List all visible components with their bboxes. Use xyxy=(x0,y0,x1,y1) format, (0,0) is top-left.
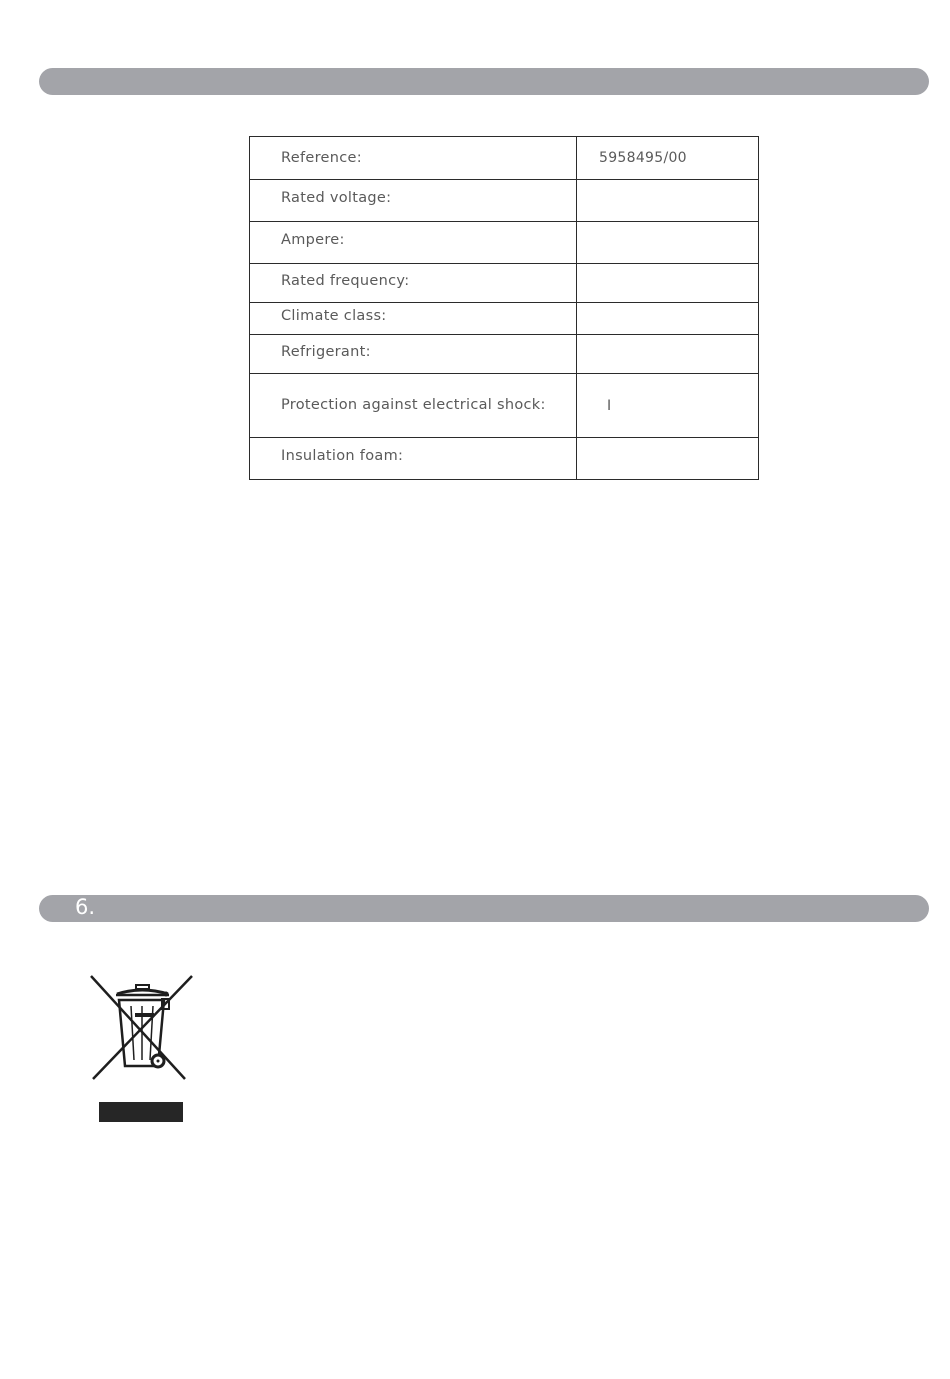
section-number: 6. xyxy=(75,895,96,919)
spec-label: Insulation foam: xyxy=(250,438,577,480)
spec-label: Rated frequency: xyxy=(250,264,577,303)
spec-value: 5958495/00 xyxy=(577,137,759,180)
spec-value: I xyxy=(577,374,759,438)
crossed-out-wheelie-bin-icon xyxy=(88,973,194,1125)
technical-specifications-table xyxy=(249,136,759,480)
spec-label: Climate class: xyxy=(250,303,577,335)
table-row xyxy=(250,264,759,303)
table-row xyxy=(250,303,759,335)
table-row xyxy=(250,374,759,438)
spec-label: Reference: xyxy=(250,137,577,180)
table-row xyxy=(250,137,759,180)
spec-label: Rated voltage: xyxy=(250,180,577,222)
spec-value xyxy=(577,180,759,222)
spec-value xyxy=(577,264,759,303)
table-row xyxy=(250,335,759,374)
section-header-bar xyxy=(39,68,929,95)
spec-value xyxy=(577,438,759,480)
table-row xyxy=(250,222,759,264)
spec-label: Protection against electrical shock: xyxy=(250,374,577,438)
spec-value xyxy=(577,303,759,335)
section-header-bar-disposal xyxy=(39,895,929,922)
spec-value xyxy=(577,222,759,264)
table-row xyxy=(250,180,759,222)
spec-value xyxy=(577,335,759,374)
table-row xyxy=(250,438,759,480)
spec-label: Ampere: xyxy=(250,222,577,264)
spec-label: Refrigerant: xyxy=(250,335,577,374)
